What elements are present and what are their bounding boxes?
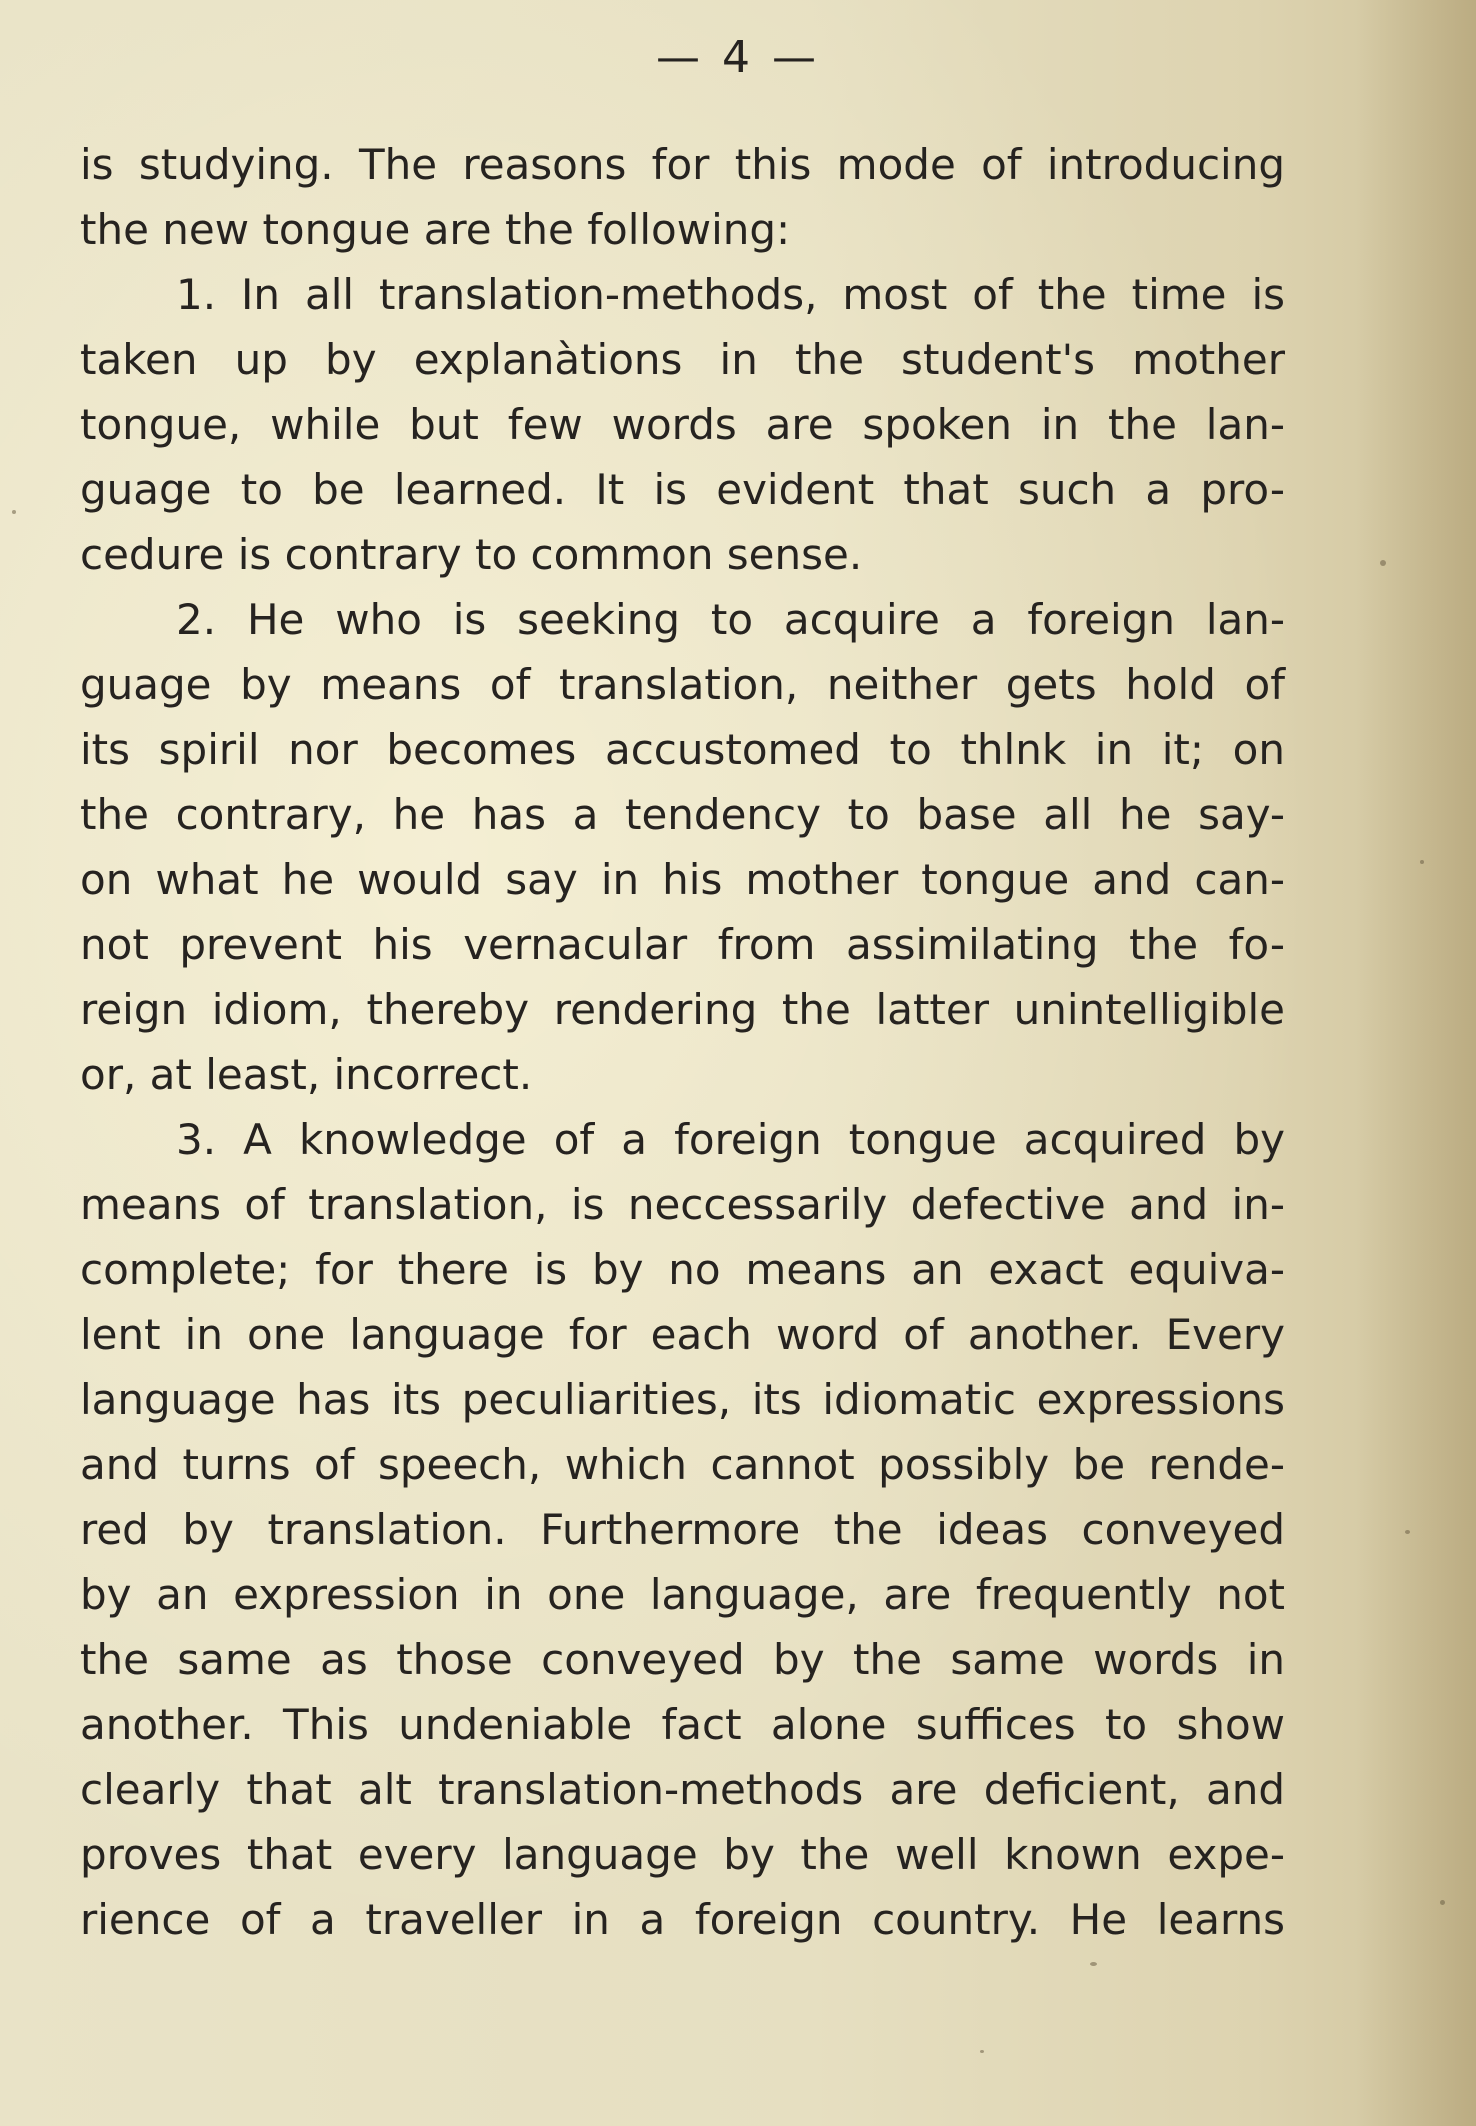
body-text — [80, 132, 1285, 1952]
text-line: complete; for there is by no means an exact equiva- — [80, 1245, 1285, 1294]
text-line: on what he would say in his mother tongue and can- — [80, 855, 1285, 904]
text-line: the same as those conveyed by the same words in — [80, 1635, 1285, 1684]
text-line-numbered: 2. He who is seeking to acquire a foreign lan- — [176, 595, 1285, 644]
page-number: — 4 — — [656, 32, 820, 83]
text-line: its spiril nor becomes accustomed to thlnk in it; on — [80, 725, 1285, 774]
text-line: the new tongue are the following: — [80, 205, 791, 254]
text-line: red by translation. Furthermore the ideas conveyed — [80, 1505, 1285, 1554]
text-line: means of translation, is neccessarily defective and in- — [80, 1180, 1285, 1229]
text-line: proves that every language by the well known expe- — [80, 1830, 1285, 1879]
text-line: by an expression in one language, are frequently not — [80, 1570, 1285, 1619]
text-line: not prevent his vernacular from assimilating the fo- — [80, 920, 1285, 969]
text-line: taken up by explanàtions in the student's mother — [80, 335, 1285, 384]
text-line: guage by means of translation, neither gets hold of — [80, 660, 1285, 709]
paper-speck — [1405, 1530, 1410, 1534]
text-line: tongue, while but few words are spoken in the lan- — [80, 400, 1285, 449]
text-line: and turns of speech, which cannot possibly be rende- — [80, 1440, 1285, 1489]
text-line: reign idiom, thereby rendering the latter unintelligible — [80, 985, 1285, 1034]
text-line: another. This undeniable fact alone suffices to show — [80, 1700, 1285, 1749]
paper-speck — [1090, 1962, 1097, 1966]
paper-speck — [1380, 560, 1386, 566]
text-line-numbered: 1. In all translation-methods, most of the time is — [176, 270, 1285, 319]
text-line: cedure is contrary to common sense. — [80, 530, 863, 579]
text-line: lent in one language for each word of another. Every — [80, 1310, 1285, 1359]
text-line: is studying. The reasons for this mode of introducing — [80, 140, 1285, 189]
text-line: rience of a traveller in a foreign country. He learns — [80, 1895, 1285, 1944]
text-line: language has its peculiarities, its idiomatic expressions — [80, 1375, 1285, 1424]
text-line: the contrary, he has a tendency to base all he say- — [80, 790, 1285, 839]
paper-speck — [12, 510, 16, 514]
page-edge-shadow — [1356, 0, 1476, 2126]
text-line: guage to be learned. It is evident that such a pro- — [80, 465, 1285, 514]
text-line-numbered: 3. A knowledge of a foreign tongue acquired by — [176, 1115, 1285, 1164]
paper-speck — [1440, 1900, 1445, 1905]
paper-speck — [1420, 860, 1424, 864]
text-line: clearly that alt translation-methods are deficient, and — [80, 1765, 1285, 1814]
text-line: or, at least, incorrect. — [80, 1050, 533, 1099]
paper-speck — [980, 2050, 984, 2053]
